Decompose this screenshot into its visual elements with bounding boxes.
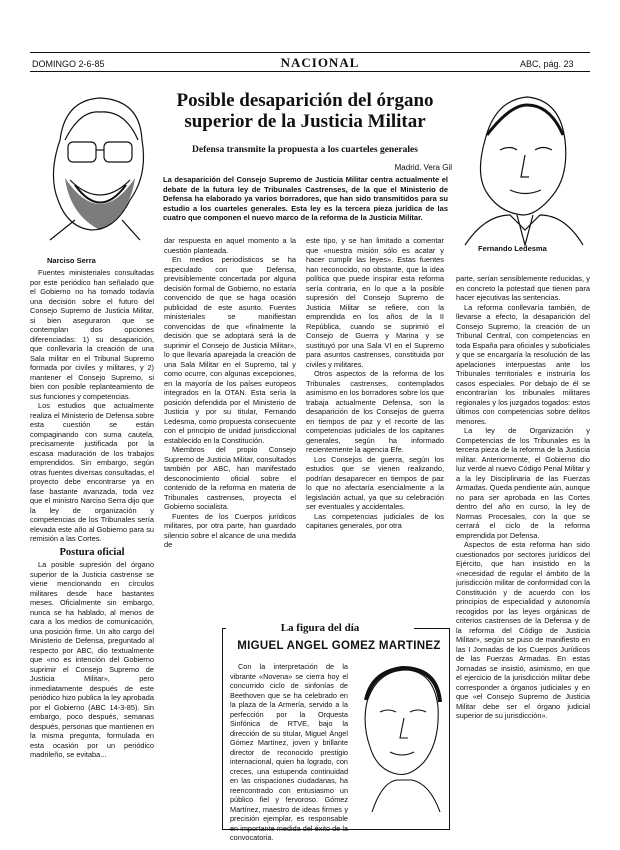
figura-del-dia-title: La figura del día bbox=[226, 622, 414, 634]
col1-paragraph: La posible supresión del órgano superior de la Justicia castrense se viene mencionando en círculos militares desde hace bastantes meses. Oficialmente sin embargo, nunca se ha hablado, al menos de cara a los medios de comunicación, una posición firme. Un alto cargo del Ministerio de Defensa, preguntado al respecto por ABC, dio textualmente que «no es intención del Gobierno suprimir el Consejo Supremo de Justicia Militar», pero inmediatamente después de este periódico hizo publica la ley aprobada por el Gobierno (ABC 14-3-85). Sin embargo, poco después, semanas después, personas que mantienen en la misma pregunta, formulada en esta ocasión por un periódico madrileño, se evitaba... bbox=[30, 560, 154, 759]
subheadline: Defensa transmite la propuesta a los cuarteles generales bbox=[192, 145, 418, 155]
col3-paragraph: Las competencias judiciales de los capitanes generales, por otra bbox=[306, 511, 444, 530]
top-rule bbox=[30, 52, 590, 53]
col3-paragraph: este tipo, y se han limitado a comentar que «nuestra misión sólo es acatar y hacer cumplir las leyes». Estas fuentes han reconocido, no obstante, que la idea política que puede inspirar esta reforma sería contraria, en lo que a la posible supresión del Consejo Supremo de Justicia Militar se refiere, con la emprendida en los años de la II República, cuando se suprimió el Consejo de Guerra y Marina y se sustituyó por una Sala VI en el Supremo para asuntos castrenses, constituida por civiles y militares. bbox=[306, 236, 444, 369]
figura-del-dia-text bbox=[230, 662, 348, 842]
column-3 bbox=[306, 236, 444, 610]
figura-del-dia-paragraph: Con la interpretación de la vibrante «Novena» se cierra hoy el concurrido ciclo de sinfonías de Beethoven que se ha celebrado en la plaza de la Armería, servido a la perfección por la Orquesta Sinfónica de RTVE, bajo la dirección de su titular, Miguel Ángel Gómez Martínez, joven y brillante director de reconocido prestigio internacional, quien ha logrado, con creces, una estupenda continuidad en las crispaciones ciudadanas, ha reencontrado con entusiasmo un público fiel y fervoroso. Gómez Martínez, maestro de ideas firmes y precisión ejemplar, es responsable en importante medida del éxito de la convocatoria. bbox=[230, 662, 348, 842]
fernando-ledesma-portrait bbox=[455, 85, 590, 245]
col4-paragraph: Aspectos de esta reforma han sido cuestionados por sectores jurídicos del Ejército, que han insistido en la «necesidad de regular el ámbito de la jurisdicción militar de conformidad con la Constitución y de acuerdo con los principios de especialidad y autonomía recogidos por las leyes orgánicas de criterios castrenses de la Defensa y de la reforma del Código de Justicia Militar», según se puso de manifiesto en las I Jornadas de los Cuerpos Jurídicos de las Fuerzas Armadas. En estas Jornadas se insistió, asimismo, en que el ejercicio de la jurisdicción militar debe corresponder a órganos judiciales y en que «el Consejo Supremo de Justicia Militar debe ser el órgano judicial superior de su jurisdicción». bbox=[456, 540, 590, 720]
col2-paragraph: dar respuesta en aquel momento a la cuestión planteada. bbox=[164, 236, 296, 255]
section-title: NACIONAL bbox=[280, 55, 360, 70]
col1-paragraph: Fuentes ministeriales consultadas por este periódico han señalado que el Gobierno no ha tomado todavía una decisión sobre el futuro del Consejo Supremo de Justicia Militar, si bien aseguraron que se contemplan dos opciones diferenciadas: 1) su desaparición, que conllevaría la creación de una Sala militar en el Tribunal Supremo formada por civiles y militares, y 2) mantener el Consejo Supremo, si bien con posible replanteamiento de sus funciones y competencias. bbox=[30, 268, 154, 401]
col2-paragraph: En medios periodísticos se ha especulado con que Defensa, previsiblemente concertada por alguna decisión formal de Gobierno, no estaría convencido de que se haga ocasión publicidad de este asunto. Fuentes ministeriales se manifiestan convencidas de que «finalmente la decisión que se adoptará será la de suprimir el Consejo de Justicia Militar», lo que llevaría aparejada la creación de una Sala Militar en el Supremo, tal y como ocurre, con algunas excepciones, en la mayoría de los países europeos integrados en la OTAN. Esta sería la posición defendida por el Ministerio de Justicia y por su titular, Fernando Ledesma, como propuesta consecuente con el principio de unidad jurisdiccional establecido en la Constitución. bbox=[164, 255, 296, 445]
headline: Posible desaparición del órgano superior de la Justicia Militar bbox=[176, 90, 434, 132]
left-portrait-caption: Narciso Serra bbox=[47, 256, 96, 265]
header-rule bbox=[30, 71, 590, 72]
column-2 bbox=[164, 236, 296, 610]
page-number: ABC, pág. 23 bbox=[520, 59, 574, 69]
lead-paragraph: La desaparición del Consejo Supremo de Justicia Militar centra actualmente el debate de la futura ley de Tribunales Castrenses, de la que el Ministerio de Defensa ha elaborado ya varios borradores, que han sido transmitidos para su estudio a los cuarteles generales. Esta ley es la tercera pieza jurídica de las cuatro que componen el nuevo marco de la reforma de la Justicia Militar. bbox=[163, 175, 448, 223]
issue-date: DOMINGO 2-6-85 bbox=[32, 59, 105, 69]
col3-paragraph: Los Consejos de guerra, según los estudios que se vienen realizando, podrían desaparecer en tiempos de paz lo que no afectaría esencialmente a la legislación actual, ya que su celebración ser eventuales y accidentales. bbox=[306, 454, 444, 511]
right-portrait-caption: Fernando Ledesma bbox=[478, 244, 547, 253]
gomez-martinez-portrait bbox=[352, 662, 444, 822]
col1-subhead: Postura oficial bbox=[59, 546, 125, 558]
column-1 bbox=[30, 268, 154, 828]
col4-paragraph: La ley de Organización y Competencias de los Tribunales es la tercera pieza de la reforma de la Justicia militar. Anteriormente, el Gobierno dio luz verde al nuevo Código Penal Militar y a la ley Disciplinaria de las Fuerzas Armadas. Queda pendiente aún, aunque no para ser aprobada en las Cortes dentro del año en curso, la ley de Normas Procesales, con la que se cerrará el ciclo de la reforma emprendida por Defensa. bbox=[456, 426, 590, 540]
col4-paragraph: La reforma conllevaría también, de llevarse a efecto, la desaparición del Consejo Supremo, la creación de un Tribunal Central, con competencias en toda España para oficiales y suboficiales y que se encargaría la resolución de las apelaciones interpuestas ante los Tribunales territoriales e instruiría los casos especiales. Por debajo de él se encontrarían los tribunales militares regionales y los juzgados togados: estos últimos con competencias sobre delitos menores. bbox=[456, 302, 590, 426]
col1-paragraph: Los estudios que actualmente realiza el Ministerio de Defensa sobre esta cuestión se están compaginando con suma cautela, precisamente justificada por la escasa maduración de los trabajos emprendidos. Sin embargo, según otras fuentes diversas consultadas, el proyecto debe encontrarse ya en fase bastante avanzada, toda vez que el ministro Narciso Serra dijo que la ley de organización y competencias de los Tribunales sería elevada este año al Gobierno para su remisión a las Cortes. bbox=[30, 401, 154, 543]
col2-paragraph: Miembros del propio Consejo Supremo de Justicia Militar, consultados también por ABC, han manifestado desconocimiento oficial sobre el contenido de la reforma en materia de Tribunales castrenses, proyecta el Gobierno socialista. bbox=[164, 445, 296, 511]
col3-paragraph: Otros aspectos de la reforma de los Tribunales castrenses, contemplados asimismo en los borradores sobre los que trabaja actualmente Defensa, son la desaparición de los Consejos de guerra en tiempos de paz y el recorte de las competencias judiciales de los capitanes generales, según ha informado recientemente la agencia Efe. bbox=[306, 369, 444, 454]
col4-paragraph: parte, serían sensiblemente reducidas, y en concreto la potestad que tienen para hacer ejecutivas las sentencias. bbox=[456, 274, 590, 302]
byline: Madrid. Vera Gil bbox=[394, 163, 452, 172]
col2-paragraph: Fuentes de los Cuerpos jurídicos militares, por otra parte, han guardado silencio sobre el alcance de una medida de bbox=[164, 511, 296, 549]
figura-del-dia-name: MIGUEL ANGEL GOMEZ MARTINEZ bbox=[237, 640, 441, 652]
narciso-serra-portrait bbox=[30, 80, 160, 250]
column-4 bbox=[456, 274, 590, 830]
